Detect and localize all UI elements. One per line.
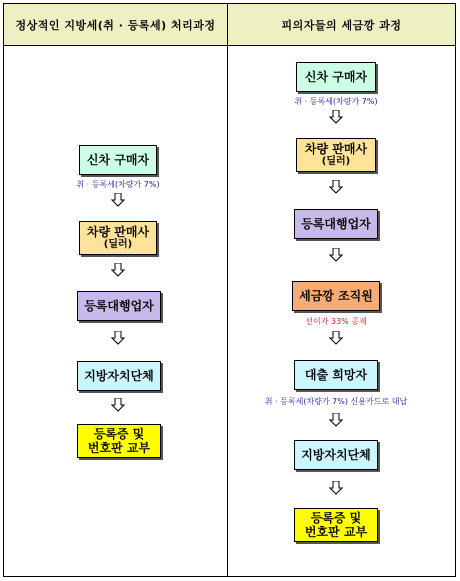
left-column-header: 정상적인 지방세(취 · 등록세) 처리과정 bbox=[4, 4, 227, 46]
arrow-down-icon bbox=[329, 180, 343, 194]
left-step-agent-label: 등록대행업자 bbox=[84, 299, 154, 313]
right-step-dealer-label: 차량 판매사 bbox=[304, 142, 368, 156]
left-step-certificate-label: 등록증 및 bbox=[93, 427, 145, 441]
arrow-down-icon bbox=[329, 331, 343, 345]
right-note-card-payment: 취 · 등록세(차량가 7%) 신용카드로 대납 bbox=[264, 397, 408, 406]
left-step-certificate bbox=[77, 424, 161, 458]
right-column-header: 피의자들의 세금깡 과정 bbox=[228, 4, 455, 46]
left-step-certificate-sub: 번호판 교부 bbox=[87, 441, 151, 455]
right-step-broker bbox=[292, 281, 380, 311]
right-step-government bbox=[294, 440, 378, 470]
right-step-broker-label: 세금깡 조직원 bbox=[299, 289, 373, 303]
arrow-down-icon bbox=[329, 413, 343, 427]
arrow-down-icon bbox=[329, 481, 343, 495]
right-step-certificate bbox=[294, 508, 378, 542]
right-step-government-label: 지방자치단체 bbox=[301, 448, 371, 462]
right-step-agent bbox=[294, 209, 378, 239]
left-step-dealer bbox=[79, 221, 157, 255]
left-step-buyer bbox=[79, 145, 157, 175]
right-step-buyer bbox=[296, 62, 376, 92]
left-step-government bbox=[77, 361, 161, 391]
arrow-down-icon bbox=[111, 398, 125, 412]
arrow-down-icon bbox=[329, 110, 343, 124]
left-step-agent bbox=[77, 291, 161, 321]
right-step-dealer-sub: (딜러) bbox=[321, 156, 351, 167]
left-step-dealer-sub: (딜러) bbox=[103, 239, 133, 250]
right-step-certificate-sub: 번호판 교부 bbox=[304, 525, 368, 539]
right-step-dealer bbox=[296, 138, 376, 172]
arrow-down-icon bbox=[111, 193, 125, 207]
column-divider bbox=[227, 3, 228, 577]
left-step-government-label: 지방자치단체 bbox=[84, 369, 154, 383]
arrow-down-icon bbox=[329, 248, 343, 262]
right-step-borrower bbox=[294, 360, 378, 390]
right-step-agent-label: 등록대행업자 bbox=[301, 217, 371, 231]
right-step-buyer-label: 신차 구매자 bbox=[304, 70, 368, 84]
right-note-tax: 취 · 등록세(차량가 7%) bbox=[294, 97, 378, 106]
left-step-buyer-label: 신차 구매자 bbox=[86, 153, 150, 167]
right-step-certificate-label: 등록증 및 bbox=[310, 511, 362, 525]
right-step-borrower-label: 대출 희망자 bbox=[304, 368, 368, 382]
left-step-dealer-label: 차량 판매사 bbox=[86, 225, 150, 239]
arrow-down-icon bbox=[111, 331, 125, 345]
arrow-down-icon bbox=[111, 263, 125, 277]
left-note-tax: 취 · 등록세(차량가 7%) bbox=[76, 180, 160, 189]
right-note-interest: 선이자 33% 공제 bbox=[305, 317, 367, 326]
diagram-frame bbox=[3, 3, 456, 577]
